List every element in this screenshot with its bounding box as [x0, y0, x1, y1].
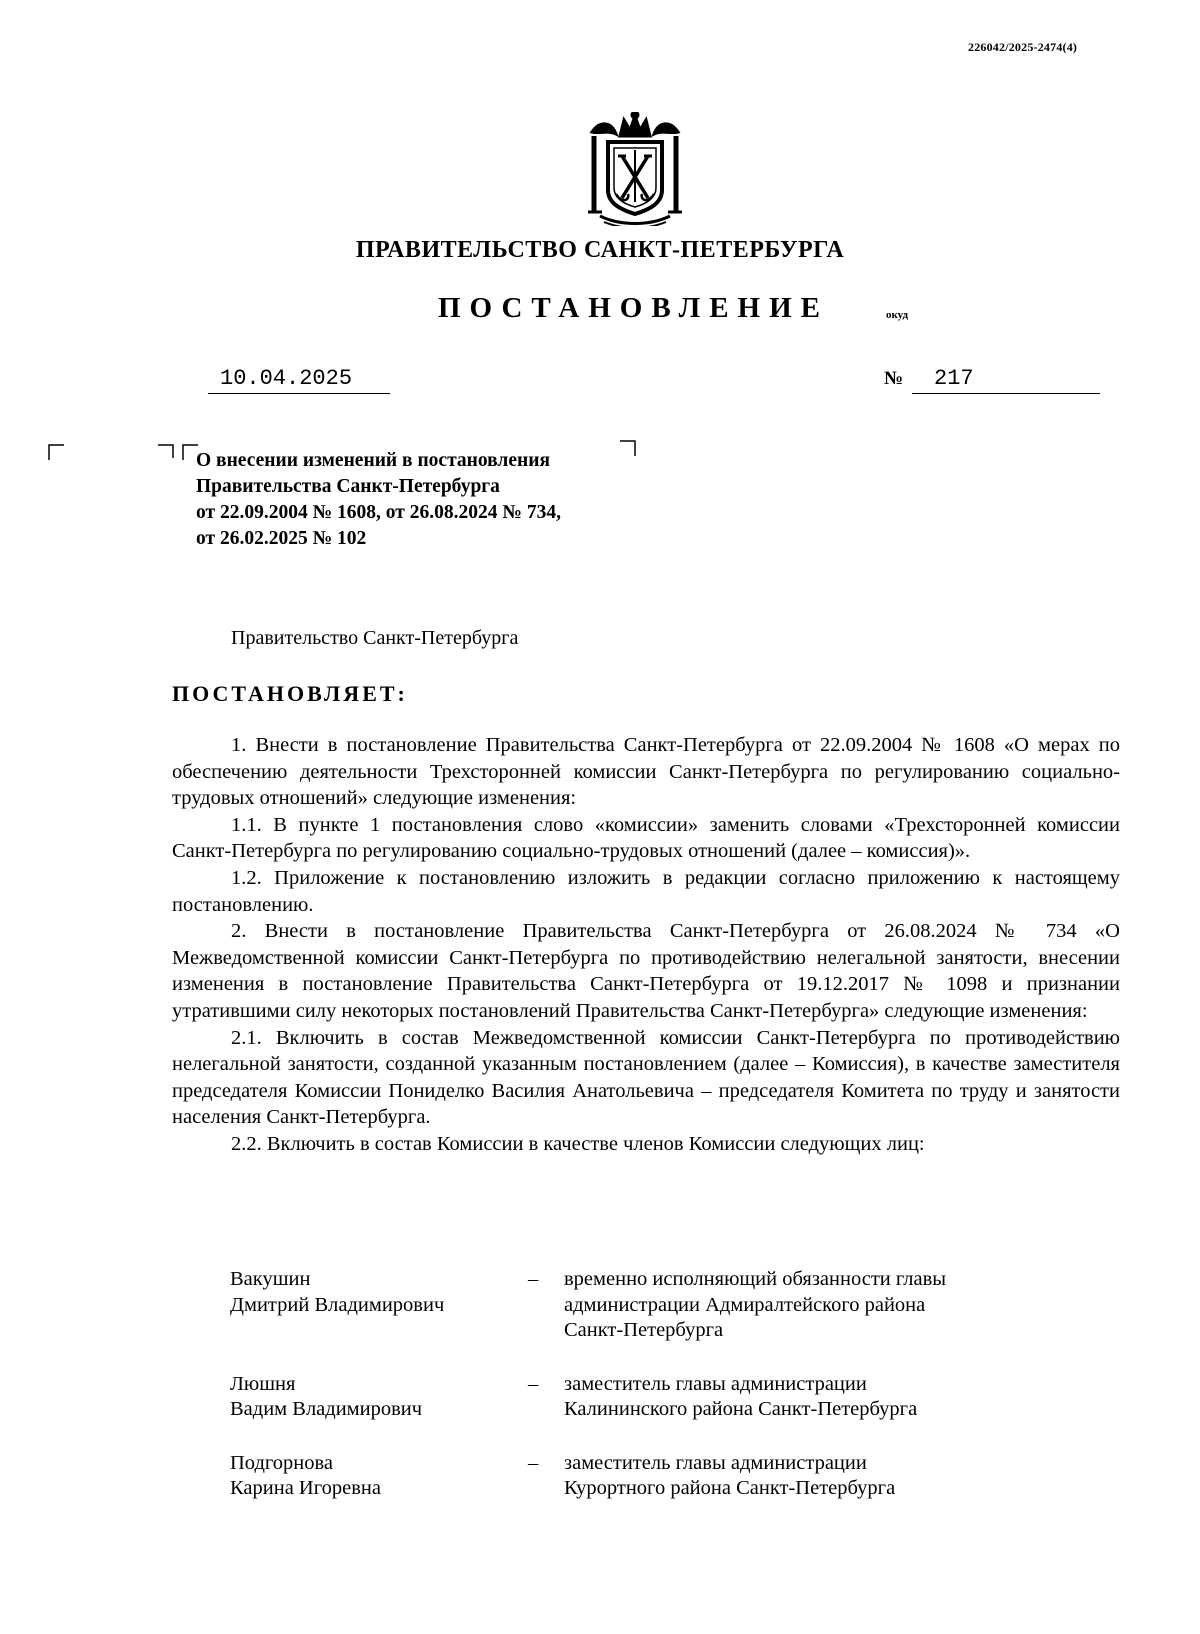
- role-line: заместитель главы администрации: [564, 1372, 867, 1395]
- paragraph-1: 1. Внести в постановление Правительства Санкт-Петербурга от 22.09.2004 № 1608 «О мерах по обеспечению деятельности Трехсторонней комиссии Санкт-Петербурга по регулированию социально-трудовых отношений» следующие изменения:: [172, 734, 1120, 810]
- paragraph-2-1: 2.1. Включить в состав Межведомственной комиссии Санкт-Петербурга по противодействию нелегальной занятости, созданной указанным постановлением (далее – Комиссия), в качестве заместителя председателя Комиссии Пониделко Василия Анатольевича – председателя Комитета по труду и занятости населения Санкт-Петербурга.: [172, 1026, 1120, 1129]
- document-body: [172, 732, 1120, 1158]
- list-item: [230, 1372, 1110, 1423]
- document-number: 217: [912, 366, 1100, 394]
- paragraph-2-2: 2.2. Включить в состав Комиссии в качестве членов Комиссии следующих лиц:: [231, 1132, 925, 1155]
- role-line: Курортного района Санкт-Петербурга: [564, 1477, 896, 1499]
- role-line: заместитель главы администрации: [564, 1451, 867, 1474]
- title-line: О внесении изменений в постановления: [196, 450, 551, 471]
- role-line: Санкт-Петербурга: [564, 1319, 724, 1341]
- member-name: [230, 1451, 528, 1502]
- number-sign: №: [884, 368, 904, 389]
- list-item: [230, 1451, 1110, 1502]
- members-list: [230, 1267, 1110, 1530]
- role-line: Калининского района Санкт-Петербурга: [564, 1398, 918, 1420]
- document-date: 10.04.2025: [208, 366, 390, 394]
- member-role: [564, 1451, 1084, 1502]
- title-line: Правительства Санкт-Петербурга: [196, 476, 500, 497]
- paragraph-1-1: 1.1. В пункте 1 постановления слово «комиссии» заменить словами «Трехсторонней комиссии Санкт-Петербурга по регулированию социально-трудовых отношений (далее – комиссия)».: [172, 813, 1120, 863]
- dash: –: [528, 1372, 539, 1395]
- list-item: [230, 1267, 1110, 1344]
- coat-of-arms-icon: [580, 112, 690, 226]
- dash: –: [528, 1451, 539, 1474]
- document-id: 226042/2025-2474(4): [968, 40, 1078, 54]
- member-surname: Люшня: [230, 1372, 296, 1395]
- member-surname: Вакушин: [230, 1268, 311, 1290]
- dash: –: [528, 1268, 539, 1290]
- document-type: ПОСТАНОВЛЕНИЕ: [438, 292, 830, 324]
- member-name: [230, 1267, 528, 1344]
- paragraph-2: 2. Внести в постановление Правительства Санкт-Петербурга от 26.08.2024 № 734 «О Межведомственной комиссии Санкт-Петербурга по противодействию нелегальной занятости, внесении изменения в постановление Правительства Санкт-Петербурга от 19.12.2017 № 1098 и признании утратившими силу некоторых постановлений Правительства Санкт-Петербурга» следующие изменения:: [172, 920, 1120, 1022]
- member-role: [564, 1267, 1084, 1344]
- member-name: [230, 1372, 528, 1423]
- member-given-name: Дмитрий Владимирович: [230, 1293, 445, 1316]
- issuer: Правительство Санкт-Петербурга: [231, 627, 519, 649]
- title-line: от 26.02.2025 № 102: [196, 528, 367, 549]
- member-role: [564, 1372, 1084, 1423]
- decrees-heading: ПОСТАНОВЛЯЕТ:: [172, 681, 408, 706]
- okud-label: окуд: [886, 309, 909, 321]
- title-line: от 22.09.2004 № 1608, от 26.08.2024 № 734,: [196, 502, 561, 523]
- paragraph-1-2: 1.2. Приложение к постановлению изложить в редакции согласно приложению к настоящему постановлению.: [172, 866, 1120, 916]
- role-line: временно исполняющий обязанности главы: [564, 1268, 947, 1290]
- organization-name: ПРАВИТЕЛЬСТВО САНКТ-ПЕТЕРБУРГА: [355, 237, 845, 263]
- member-given-name: Карина Игоревна: [230, 1477, 381, 1499]
- member-given-name: Вадим Владимирович: [230, 1398, 423, 1420]
- corner-mark-title-right: [620, 440, 636, 456]
- corner-mark-left: [48, 444, 64, 460]
- corner-mark-title-left-a: [158, 444, 174, 460]
- role-line: администрации Адмиралтейского района: [564, 1293, 926, 1316]
- document-title: [196, 448, 561, 552]
- member-surname: Подгорнова: [230, 1451, 334, 1474]
